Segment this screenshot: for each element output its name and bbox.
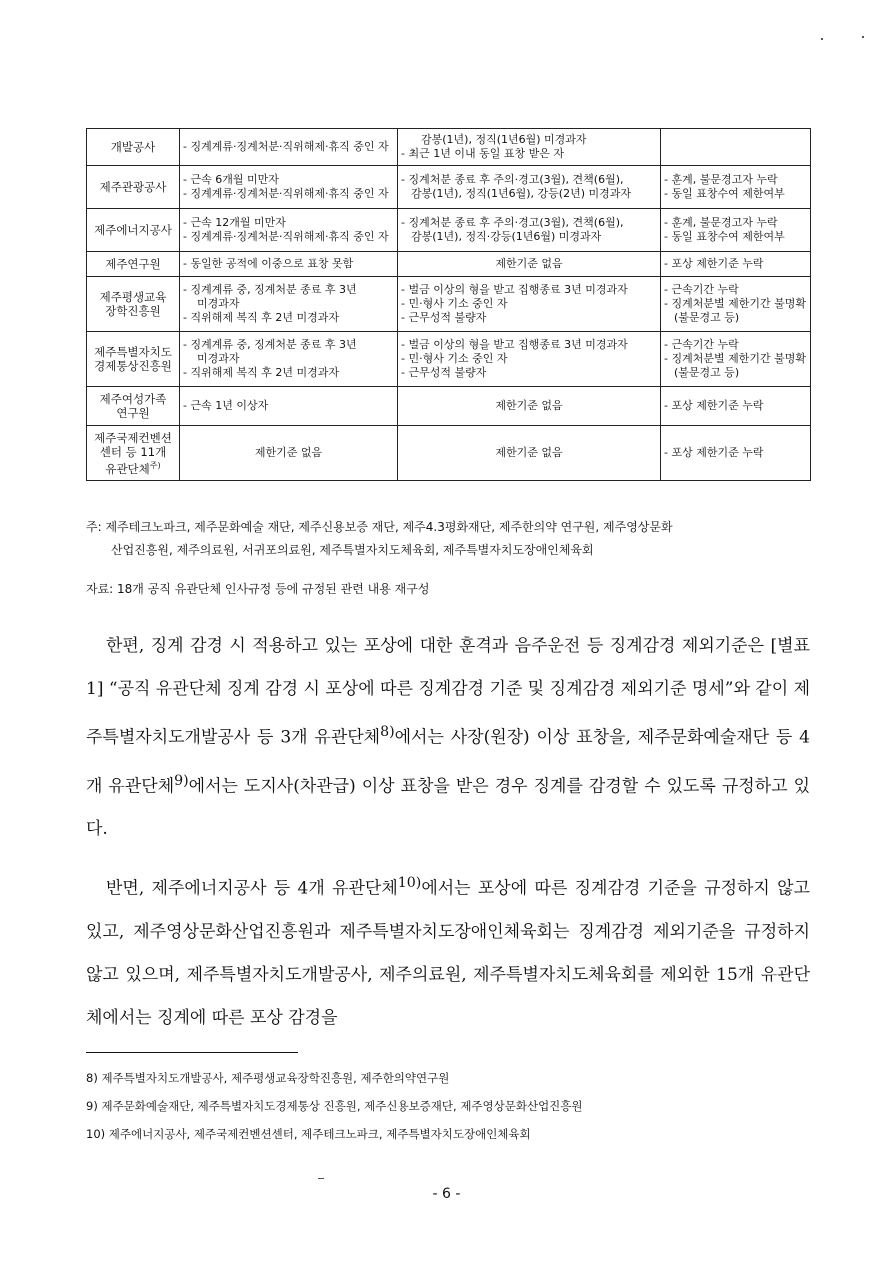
- page-number: - 6 -: [432, 1186, 461, 1202]
- scan-speck: [318, 1178, 324, 1179]
- criteria-line: - 근속 12개월 미만자: [183, 216, 286, 229]
- criteria-cell-b: [398, 209, 661, 252]
- criteria-line: - 포상 제한기준 누락: [664, 446, 764, 459]
- criteria-cell-a: [180, 387, 398, 426]
- criteria-line: - 징계처분별 제한기간 불명확: [664, 297, 806, 310]
- criteria-line: - 동일한 공적에 이중으로 표창 못함: [183, 257, 354, 270]
- criteria-cell-b: [398, 387, 661, 426]
- org-name-cell: [87, 252, 180, 277]
- criteria-line: - 벌금 이상의 형을 받고 집행종료 3년 미경과자: [401, 283, 628, 296]
- criteria-cell-a: [180, 332, 398, 387]
- criteria-line: - 직위해제 복직 후 2년 미경과자: [183, 366, 339, 379]
- org-name-cell: [87, 129, 180, 166]
- criteria-line: - 동일 표창수여 제한여부: [664, 187, 785, 200]
- footnote-9: 9) 제주문화예술재단, 제주특별자치도경제통상 진흥원, 제주신용보증재단, 제주영상문화산업진흥원: [86, 1099, 583, 1113]
- criteria-line: - 훈계, 불문경고자 누락: [664, 173, 778, 186]
- table-row: [87, 209, 811, 252]
- org-name-line: 제주에너지공사: [94, 223, 172, 237]
- org-name-cell: [87, 426, 180, 481]
- org-name-line: 장학진흥원: [105, 304, 161, 318]
- p2-text-a: 반면, 제주에너지공사 등 4개 유관단체: [106, 878, 398, 899]
- criteria-line: - 징계계류·징계처분·직위해제·휴직 중인 자: [183, 187, 389, 200]
- criteria-line: - 징계계류·징계처분·직위해제·휴직 중인 자: [183, 140, 389, 153]
- criteria-cell-c: [661, 129, 811, 166]
- org-name-line-wrap: [90, 459, 176, 476]
- org-name-cell: [87, 387, 180, 426]
- org-name-cell: [87, 277, 180, 332]
- table-row: [87, 166, 811, 209]
- table-source: 자료: 18개 공직 유관단체 인사규정 등에 규정된 관련 내용 재구성: [86, 582, 430, 596]
- criteria-line: - 근속기간 누락: [664, 283, 739, 296]
- criteria-line: 감봉(1년), 정직·강등(1년6월) 미경과자: [411, 230, 602, 243]
- org-name-line: 제주관광공사: [99, 180, 167, 194]
- org-name-line: 유관단체: [105, 461, 150, 476]
- criteria-line: - 근속 6개월 미만자: [183, 173, 279, 186]
- table-row: [87, 426, 811, 481]
- criteria-cell-c: [661, 252, 811, 277]
- criteria-cell-b: [398, 277, 661, 332]
- org-name-line: 개발공사: [110, 140, 156, 154]
- criteria-cell-b: [398, 166, 661, 209]
- criteria-cell-c: [661, 387, 811, 426]
- footnote-ref-9: 9): [174, 772, 189, 789]
- org-name-line: 제주연구원: [105, 257, 161, 271]
- org-name-line: 제주특별자치도: [94, 345, 172, 359]
- criteria-line: 미경과자: [197, 297, 240, 310]
- org-name-line: 제주국제컨벤션: [94, 430, 172, 445]
- criteria-line: 제한기준 없음: [495, 399, 563, 412]
- criteria-line: - 근속 1년 이상자: [183, 399, 269, 412]
- criteria-line: 미경과자: [197, 352, 240, 365]
- restriction-table-body: [87, 129, 811, 481]
- footnote-10: 10) 제주에너지공사, 제주국제컨벤션센터, 제주테크노파크, 제주특별자치도장애인체육회: [86, 1127, 531, 1141]
- org-name-cell: [87, 166, 180, 209]
- criteria-line: 제한기준 없음: [495, 446, 563, 459]
- criteria-line: (불문경고 등): [674, 311, 740, 324]
- criteria-line: - 징계처분별 제한기간 불명확: [664, 352, 806, 365]
- criteria-cell-b: [398, 332, 661, 387]
- org-name-line: 경제통상진흥원: [94, 359, 172, 373]
- table-note-line1: 주: 제주테크노파크, 제주문화예술 재단, 제주신용보증 재단, 제주4.3평화재단, 제주한의약 연구원, 제주영상문화: [86, 520, 673, 534]
- criteria-cell-a: [180, 252, 398, 277]
- p2-text-b: 에서는 포상에 따른 징계감경 기준을 규정하지 않고 있고, 제주영상문화산업진흥원과 제주특별자치도장애인체육회는 징계감경 제외기준을 규정하지 않고 있으며, 제주특별자치도개발공사, 제주의료원, 제주특별자치도체육회를 제외한 15개 유관단체에서는 징계에 따른 포상 감경을: [86, 878, 810, 1028]
- criteria-line: - 최근 1년 이내 동일 표창 받은 자: [401, 147, 564, 160]
- criteria-cell-a: [180, 277, 398, 332]
- footnote-ref-8: 8): [380, 724, 395, 740]
- criteria-line: 감봉(1년), 정직(1년6월), 강등(2년) 미경과자: [411, 187, 631, 200]
- table-row: [87, 277, 811, 332]
- criteria-line: - 징계계류 중, 징계처분 종료 후 3년: [183, 338, 357, 351]
- criteria-line: - 포상 제한기준 누락: [664, 257, 764, 270]
- table-row: [87, 129, 811, 166]
- body-paragraph-1: [86, 625, 810, 851]
- criteria-cell-b: [398, 426, 661, 481]
- criteria-cell-c: [661, 209, 811, 252]
- criteria-cell-a: [180, 129, 398, 166]
- criteria-line: - 동일 표창수여 제한여부: [664, 230, 785, 243]
- criteria-line: - 민·형사 기소 중인 자: [401, 352, 508, 365]
- criteria-line: - 근무성적 불량자: [401, 366, 487, 379]
- criteria-cell-a: [180, 426, 398, 481]
- criteria-cell-c: [661, 166, 811, 209]
- org-name-line: 제주평생교육: [99, 290, 167, 304]
- criteria-line: - 징계계류·징계처분·직위해제·휴직 중인 자: [183, 230, 389, 243]
- org-name-line: 연구원: [116, 406, 150, 420]
- body-paragraph-2: [86, 862, 810, 1040]
- table-row: [87, 252, 811, 277]
- org-name-line: 센터 등 11개: [99, 444, 167, 459]
- criteria-cell-a: [180, 209, 398, 252]
- criteria-line: - 징계계류 중, 징계처분 종료 후 3년: [183, 283, 357, 296]
- criteria-line: 감봉(1년), 정직(1년6월) 미경과자: [421, 133, 587, 146]
- criteria-line: - 징계처분 종료 후 주의·경고(3월), 견책(6월),: [401, 216, 624, 229]
- org-name-cell: [87, 209, 180, 252]
- footnote-8: 8) 제주특별자치도개발공사, 제주평생교육장학진흥원, 제주한의약연구원: [86, 1071, 450, 1085]
- criteria-line: - 근속기간 누락: [664, 338, 739, 351]
- criteria-line: - 징계처분 종료 후 주의·경고(3월), 견책(6월),: [401, 173, 624, 186]
- table-row: [87, 332, 811, 387]
- criteria-line: - 직위해제 복직 후 2년 미경과자: [183, 311, 339, 324]
- scan-speck: [862, 36, 864, 38]
- criteria-cell-c: [661, 426, 811, 481]
- criteria-line: - 훈계, 불문경고자 누락: [664, 216, 778, 229]
- p1-text-c: 에서는 도지사(차관급) 이상 표창을 받은 경우 징계를 감경할 수 있도록 규정하고 있다.: [86, 776, 810, 840]
- criteria-line: 제한기준 없음: [495, 257, 563, 270]
- criteria-cell-b: [398, 129, 661, 166]
- criteria-line: 제한기준 없음: [254, 446, 323, 459]
- table-row: [87, 387, 811, 426]
- criteria-cell-b: [398, 252, 661, 277]
- criteria-line: - 근무성적 불량자: [401, 311, 487, 324]
- criteria-line: - 민·형사 기소 중인 자: [401, 297, 508, 310]
- table-note-line2: 산업진흥원, 제주의료원, 서귀포의료원, 제주특별자치도체육회, 제주특별자치도장애인체육회: [111, 543, 594, 557]
- org-name-cell: [87, 332, 180, 387]
- org-name-line: 제주여성가족: [99, 392, 167, 406]
- criteria-cell-a: [180, 166, 398, 209]
- footnote-ref-10: 10): [397, 875, 422, 891]
- criteria-cell-c: [661, 332, 811, 387]
- restriction-table: [86, 128, 811, 481]
- criteria-line: - 포상 제한기준 누락: [664, 399, 764, 412]
- criteria-cell-c: [661, 277, 811, 332]
- p1-text-b: 에서는 사장(원장) 이상 표창을, 제주문화예술재단 등 4개 유관단체: [86, 727, 810, 797]
- criteria-line: - 벌금 이상의 형을 받고 집행종료 3년 미경과자: [401, 338, 628, 351]
- footnote-divider: [86, 1052, 298, 1053]
- note-ref: 주): [149, 460, 161, 470]
- criteria-line: (불문경고 등): [674, 366, 740, 379]
- p1-text-a: 한편, 징계 감경 시 적용하고 있는 포상에 대한 훈격과 음주운전 등 징계감경 제외기준은 [별표 1] “공직 유관단체 징계 감경 시 포상에 따른 징계감경 기준 및 징계감경 제외기준 명세”와 같이 제주특별자치도개발공사 등 3개 유관단체: [86, 636, 810, 748]
- scan-speck: [821, 38, 823, 40]
